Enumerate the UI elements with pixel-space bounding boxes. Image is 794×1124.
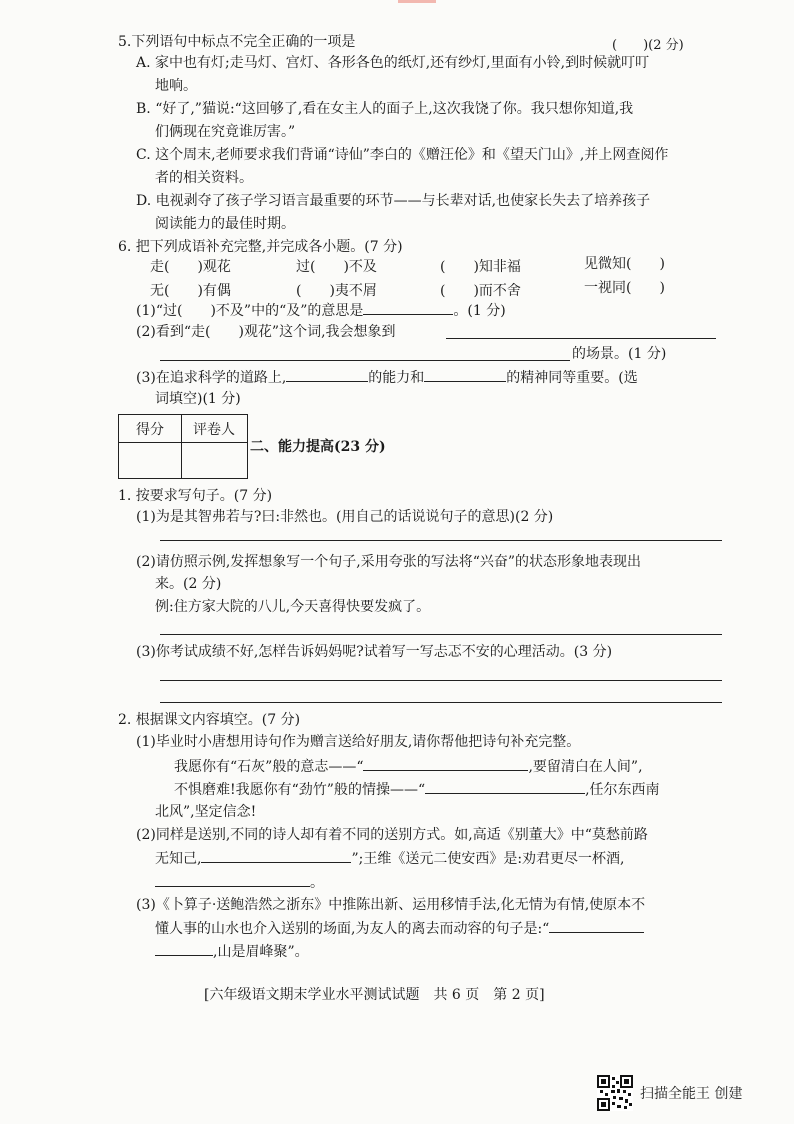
answer-line[interactable] <box>160 702 722 703</box>
idiom-3: ( )知非福 <box>440 259 521 275</box>
section-heading: 二、能力提高(23 分) <box>250 439 386 455</box>
q5-option-d-line1: D. 电视剥夺了孩子学习语言最重要的环节——与长辈对话,也使家长失去了培养孩子 <box>136 193 651 209</box>
p2-sub2-text-d: 。 <box>310 875 324 891</box>
idiom-8: 一视同( ) <box>584 280 665 296</box>
top-color-mark <box>398 0 436 3</box>
answer-line[interactable] <box>160 680 722 681</box>
q6-sub3 <box>136 367 638 388</box>
q5-score: ( )(2 分) <box>612 38 684 53</box>
q6-title: 6. 把下列成语补充完整,并完成各小题。(7 分) <box>118 239 403 255</box>
answer-blank[interactable] <box>363 300 453 315</box>
p2-sub3-text-c: ,山是眉峰聚”。 <box>213 944 309 960</box>
p2-sub1-text-a: 我愿你有“石灰”般的意志——“ <box>174 759 364 775</box>
p2-title: 2. 根据课文内容填空。(7 分) <box>118 712 301 728</box>
idiom-5: 无( )有偶 <box>150 283 231 299</box>
q5-option-a-line2: 地响。 <box>155 78 197 94</box>
q6-sub2-end: 的场景。(1 分) <box>572 346 667 362</box>
p1-sub2-example: 例:住方家大院的八儿,今天喜得快要发疯了。 <box>155 599 431 615</box>
p1-sub2-line1: (2)请仿照示例,发挥想象写一个句子,采用夸张的写法将“兴奋”的状态形象地表现出 <box>136 554 642 570</box>
q5-option-c-line1: C. 这个周末,老师要求我们背诵“诗仙”李白的《赠汪伦》和《望天门山》,并上网查阅作 <box>136 147 669 163</box>
p2-sub2-line3 <box>155 872 324 893</box>
p2-sub1-line2 <box>174 779 660 800</box>
score-table-divider <box>181 415 182 478</box>
q5-option-c-line2: 者的相关资料。 <box>155 170 253 186</box>
qr-code-icon <box>597 1075 633 1111</box>
q6-sub3-line2: 词填空)(1 分) <box>155 391 241 407</box>
p2-sub3-line3 <box>155 941 309 962</box>
q5-option-b-line1: B. “好了,”猫说:“这回够了,看在女主人的面子上,这次我饶了你。我只想你知道,我 <box>136 101 634 117</box>
answer-blank[interactable] <box>549 918 644 933</box>
p2-sub2-text-c: ”;王维《送元二使安西》是:劝君更尽一杯酒, <box>351 851 625 867</box>
score-table <box>118 414 248 479</box>
q6-sub2 <box>136 322 396 342</box>
score-label: 得分 <box>136 422 164 438</box>
q5-option-a-line1: A. 家中也有灯;走马灯、宫灯、各形各色的纸灯,还有纱灯,里面有小铃,到时候就叮叮 <box>136 55 650 71</box>
p1-sub3: (3)你考试成绩不好,怎样告诉妈妈呢?试着写一写忐忑不安的心理活动。(3 分) <box>136 644 613 660</box>
answer-line[interactable] <box>446 338 716 339</box>
p2-sub2-text-b: 无知己, <box>155 851 202 867</box>
answer-line[interactable] <box>160 360 570 361</box>
p2-sub1-line3: 北风”,坚定信念! <box>155 804 257 820</box>
answer-blank[interactable] <box>363 756 528 771</box>
p2-sub3-text-b: 懂人事的山水也介入送别的场面,为友人的离去而动容的句子是:“ <box>155 921 550 937</box>
idiom-1: 走( )观花 <box>150 259 231 275</box>
p2-sub2-line2 <box>155 848 625 869</box>
q6-sub2-text: (2)看到“走( )观花”这个词,我会想象到 <box>136 324 396 340</box>
p1-sub1: (1)为是其智弗若与?曰:非然也。(用自己的话说说句子的意思)(2 分) <box>136 509 554 525</box>
answer-blank[interactable] <box>155 941 213 956</box>
p2-sub1-line1 <box>174 756 643 777</box>
p2-sub3-line1: (3)《卜算子·送鲍浩然之浙东》中推陈出新、运用移情手法,化无情为有情,使原本不 <box>136 897 646 913</box>
q5-option-d-line2: 阅读能力的最佳时期。 <box>155 216 295 232</box>
p1-sub2-line2: 来。(2 分) <box>155 576 222 592</box>
q6-sub1 <box>136 300 506 321</box>
p2-sub1-text-d: ,任尔东西南 <box>585 782 660 798</box>
p2-sub1-text-c: 不惧磨难!我愿你有“劲竹”般的情操——“ <box>174 782 426 798</box>
idiom-7: ( )而不舍 <box>440 283 521 299</box>
scanner-watermark: 扫描全能王 创建 <box>640 1086 743 1102</box>
q6-sub1-score: 。(1 分) <box>453 303 506 319</box>
p2-sub2-line1: (2)同样是送别,不同的诗人却有着不同的送别方式。如,高适《别董大》中“莫愁前路 <box>136 827 648 843</box>
q6-sub3-text-a: (3)在追求科学的道路上, <box>136 370 287 386</box>
page-footer: [六年级语文期末学业水平测试试题 共 6 页 第 2 页] <box>204 987 545 1003</box>
answer-blank[interactable] <box>155 872 310 887</box>
p1-title: 1. 按要求写句子。(7 分) <box>118 488 273 504</box>
q6-sub3-text-b: 的能力和 <box>368 370 425 386</box>
p2-sub1: (1)毕业时小唐想用诗句作为赠言送给好朋友,请你帮他把诗句补充完整。 <box>136 734 581 750</box>
q5-option-b-line2: 们俩现在究竟谁厉害。” <box>155 124 296 140</box>
answer-blank[interactable] <box>425 779 585 794</box>
answer-line[interactable] <box>160 540 722 541</box>
idiom-2: 过( )不及 <box>296 259 377 275</box>
grader-label: 评卷人 <box>193 422 235 438</box>
score-table-divider <box>119 442 247 443</box>
answer-blank[interactable] <box>286 367 368 382</box>
q5-title: 5.下列语句中标点不完全正确的一项是 <box>118 34 356 50</box>
idiom-6: ( )夷不屑 <box>296 283 377 299</box>
p2-sub1-text-b: ,要留清白在人间”, <box>528 759 643 775</box>
q6-sub3-text-c: 的精神同等重要。(选 <box>506 370 638 386</box>
answer-blank[interactable] <box>424 367 506 382</box>
q6-sub1-text: (1)“过( )不及”中的“及”的意思是 <box>136 303 364 319</box>
idiom-4: 见微知( ) <box>584 256 665 272</box>
answer-blank[interactable] <box>201 848 351 863</box>
p2-sub3-line2 <box>155 918 644 939</box>
answer-line[interactable] <box>160 634 722 635</box>
